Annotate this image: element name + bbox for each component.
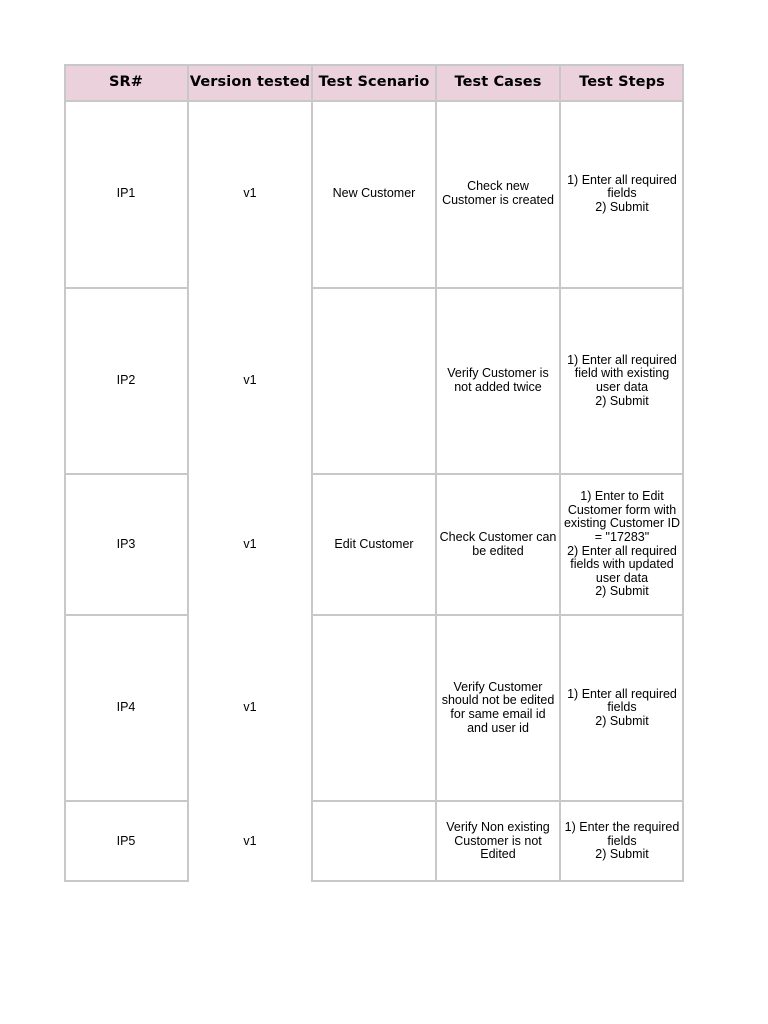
cell-version: v1 <box>188 615 312 801</box>
cell-scenario: Edit Customer <box>312 474 436 615</box>
cell-test-case: Verify Non existing Customer is not Edited <box>436 801 560 882</box>
cell-scenario <box>312 801 436 882</box>
cell-test-steps: 1) Enter all required fields 2) Submit <box>560 615 684 801</box>
cell-test-steps: 1) Enter all required fields 2) Submit <box>560 100 684 288</box>
header-sr: SR# <box>64 64 188 100</box>
header-test-scenario: Test Scenario <box>312 64 436 100</box>
header-test-cases: Test Cases <box>436 64 560 100</box>
cell-test-steps: 1) Enter all required field with existing user data 2) Submit <box>560 288 684 474</box>
cell-scenario: New Customer <box>312 100 436 288</box>
header-test-steps: Test Steps <box>560 64 684 100</box>
cell-sr: IP5 <box>64 801 188 882</box>
cell-sr: IP4 <box>64 615 188 801</box>
cell-test-steps: 1) Enter to Edit Customer form with existing Customer ID = "17283" 2) Enter all required fields with updated user data 2) Submit <box>560 474 684 615</box>
cell-version: v1 <box>188 100 312 288</box>
cell-test-case: Check Customer can be edited <box>436 474 560 615</box>
cell-scenario <box>312 615 436 801</box>
cell-scenario <box>312 288 436 474</box>
header-version-tested: Version tested <box>188 64 312 100</box>
test-case-table <box>64 64 684 882</box>
cell-test-case: Verify Customer is not added twice <box>436 288 560 474</box>
cell-version: v1 <box>188 474 312 615</box>
cell-sr: IP2 <box>64 288 188 474</box>
cell-test-case: Verify Customer should not be edited for same email id and user id <box>436 615 560 801</box>
cell-sr: IP1 <box>64 100 188 288</box>
cell-version: v1 <box>188 801 312 882</box>
cell-test-case: Check new Customer is created <box>436 100 560 288</box>
cell-sr: IP3 <box>64 474 188 615</box>
cell-test-steps: 1) Enter the required fields 2) Submit <box>560 801 684 882</box>
cell-version: v1 <box>188 288 312 474</box>
